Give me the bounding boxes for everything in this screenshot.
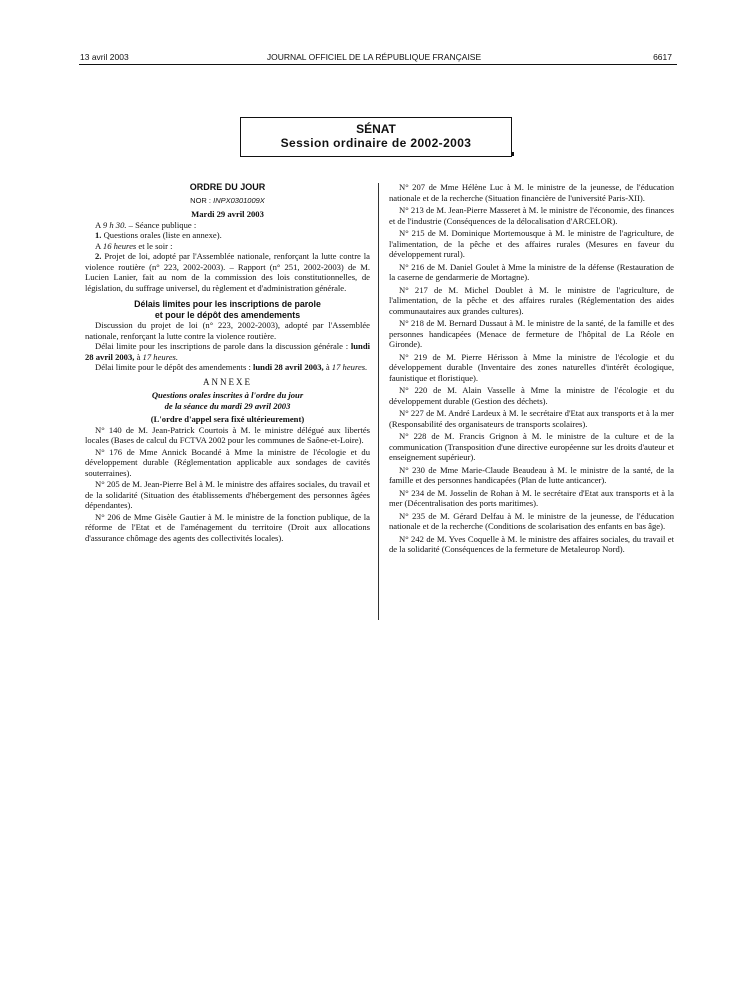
- nor-line: [85, 196, 370, 207]
- question-item: N° 176 de Mme Annick Bocandé à Mme la ministre de l'écologie et du développement durable (Réglementation applicable aux sondages de cavités souterraines).: [85, 446, 370, 478]
- ordre-p4: 2. Projet de loi, adopté par l'Assemblée nationale, renforçant la lutte contre la violence routière (n° 223, 2002-2003). – Rapport (n° 251, 2002-2003) de M. Lucien Lanier, fait au nom de la commission des lois constitutionnelles, de législation, du suffrage universel, du règlement et d'administration générale.: [85, 251, 370, 293]
- ordre-p3: A 16 heures et le soir :: [95, 240, 173, 251]
- question-item: N° 227 de M. André Lardeux à M. le secrétaire d'Etat aux transports et à la mer (Responsabilité des organisateurs de transports scolaires).: [389, 408, 674, 429]
- question-item: N° 213 de M. Jean-Pierre Masseret à M. le ministre de l'économie, des finances et de l'industrie (Conséquences de la délocalisation d'ARCELOR).: [389, 205, 674, 226]
- ordre-heading: ORDRE DU JOUR: [189, 182, 266, 192]
- header-date: 13 avril 2003: [80, 52, 129, 62]
- ordre-p2: 1. Questions orales (liste en annexe).: [95, 230, 222, 240]
- question-item: N° 206 de Mme Gisèle Gautier à M. le ministre de la fonction publique, de la réforme de l'Etat et de l'aménagement du territoire (Droit aux allocations d'assurance chômage des agents des collectivités locales).: [85, 511, 370, 543]
- delais-heading-1: Délais limites pour les inscriptions de parole: [134, 299, 321, 309]
- question-item: N° 234 de M. Josselin de Rohan à M. le secrétaire d'Etat aux transports et à la mer (Décentralisation des ports maritimes).: [389, 487, 674, 508]
- annexe-note: (L'ordre d'appel sera fixé ultérieurement): [150, 414, 305, 424]
- question-item: N° 205 de M. Jean-Pierre Bel à M. le ministre des affaires sociales, du travail et de la solidarité (Situation des établissements d'hébergement des personnes âgées dépendantes).: [85, 479, 370, 510]
- question-item: N° 216 de M. Daniel Goulet à Mme la ministre de la défense (Restauration de la caserne de gendarmerie de Mortagne).: [389, 261, 674, 282]
- title-senat: SÉNAT: [356, 122, 396, 136]
- annexe-heading: ANNEXE: [203, 376, 252, 387]
- right-column: [389, 182, 674, 557]
- annexe-subheading-1: Questions orales inscrites à l'ordre du jour: [151, 390, 304, 400]
- question-item: N° 242 de M. Yves Coquelle à M. le ministre des affaires sociales, du travail et de la solidarité (Conséquences de la fermeture de Metaleurop Nord).: [389, 533, 674, 554]
- delais-p2: Délai limite pour les inscriptions de parole dans la discussion générale : lundi 28 avril 2003, à 17 heures.: [85, 341, 371, 362]
- session-date: Mardi 29 avril 2003: [191, 209, 264, 219]
- question-item: N° 230 de Mme Marie-Claude Beaudeau à M. le ministre de la santé, de la famille et des personnes handicapées (Plan de lutte anticancer).: [389, 464, 674, 485]
- question-item: N° 215 de M. Dominique Mortemousque à M. le ministre de l'agriculture, de l'alimentation, de la pêche et des affaires rurales (Mesures en faveur du développement rural).: [389, 228, 674, 259]
- question-item: N° 220 de M. Alain Vasselle à Mme la ministre de l'écologie et du développement durable (Gestion des déchets).: [389, 385, 674, 406]
- question-item: N° 235 de M. Gérard Delfau à M. le ministre de la jeunesse, de l'éducation nationale et de la recherche (Conditions de scolarisation des enfants en bas âge).: [389, 510, 674, 531]
- delais-p3: Délai limite pour le dépôt des amendements : lundi 28 avril 2003, à 17 heures.: [95, 362, 368, 372]
- delais-heading-2: et pour le dépôt des amendements: [154, 309, 301, 320]
- ordre-p1: A 9 h 30. – Séance publique :: [95, 219, 197, 230]
- left-column: [85, 182, 370, 544]
- header-rule: [79, 64, 677, 65]
- delais-p1: Discussion du projet de loi (n° 223, 2002-2003), adopté par l'Assemblée nationale, renforçant la lutte contre la violence routière.: [85, 320, 370, 341]
- question-item: N° 219 de M. Pierre Hérisson à Mme la ministre de l'écologie et du développement durable (Inventaire des zones naturelles d'intérêt écologique, faunistique et floristique).: [389, 351, 674, 383]
- question-item: N° 228 de M. Francis Grignon à M. le ministre de la culture et de la communication (Transposition d'une directive européenne sur les droits d'auteur et enseignement supérieur).: [389, 431, 674, 462]
- column-divider: [378, 183, 379, 620]
- question-item: N° 207 de Mme Hélène Luc à M. le ministre de la jeunesse, de l'éducation nationale et de la recherche (Situation financière de l'université Paris-XII).: [389, 182, 674, 203]
- question-item: N° 218 de M. Bernard Dussaut à M. le ministre de la santé, de la famille et des personnes handicapées (Menace de fermeture de l'hôpital de La Réole en Gironde).: [389, 318, 674, 349]
- nor-value: INPX0301009X: [213, 195, 265, 205]
- page-number: 6617: [653, 52, 672, 62]
- title-session: Session ordinaire de 2002-2003: [280, 136, 472, 150]
- journal-title: JOURNAL OFFICIEL DE LA RÉPUBLIQUE FRANÇAISE: [266, 52, 482, 62]
- title-box: [240, 117, 512, 157]
- question-item: N° 217 de M. Michel Doublet à M. le ministre de l'agriculture, de l'alimentation, de la pêche et des affaires rurales (Réglementation des aides communautaires aux grandes cultures).: [389, 284, 674, 316]
- question-item: N° 140 de M. Jean-Patrick Courtois à M. le ministre délégué aux libertés locales (Bases de calcul du FCTVA 2002 pour les communes de Saône-et-Loire).: [85, 424, 370, 445]
- annexe-subheading-2: de la séance du mardi 29 avril 2003: [164, 400, 291, 411]
- nor-label: NOR :: [190, 195, 212, 205]
